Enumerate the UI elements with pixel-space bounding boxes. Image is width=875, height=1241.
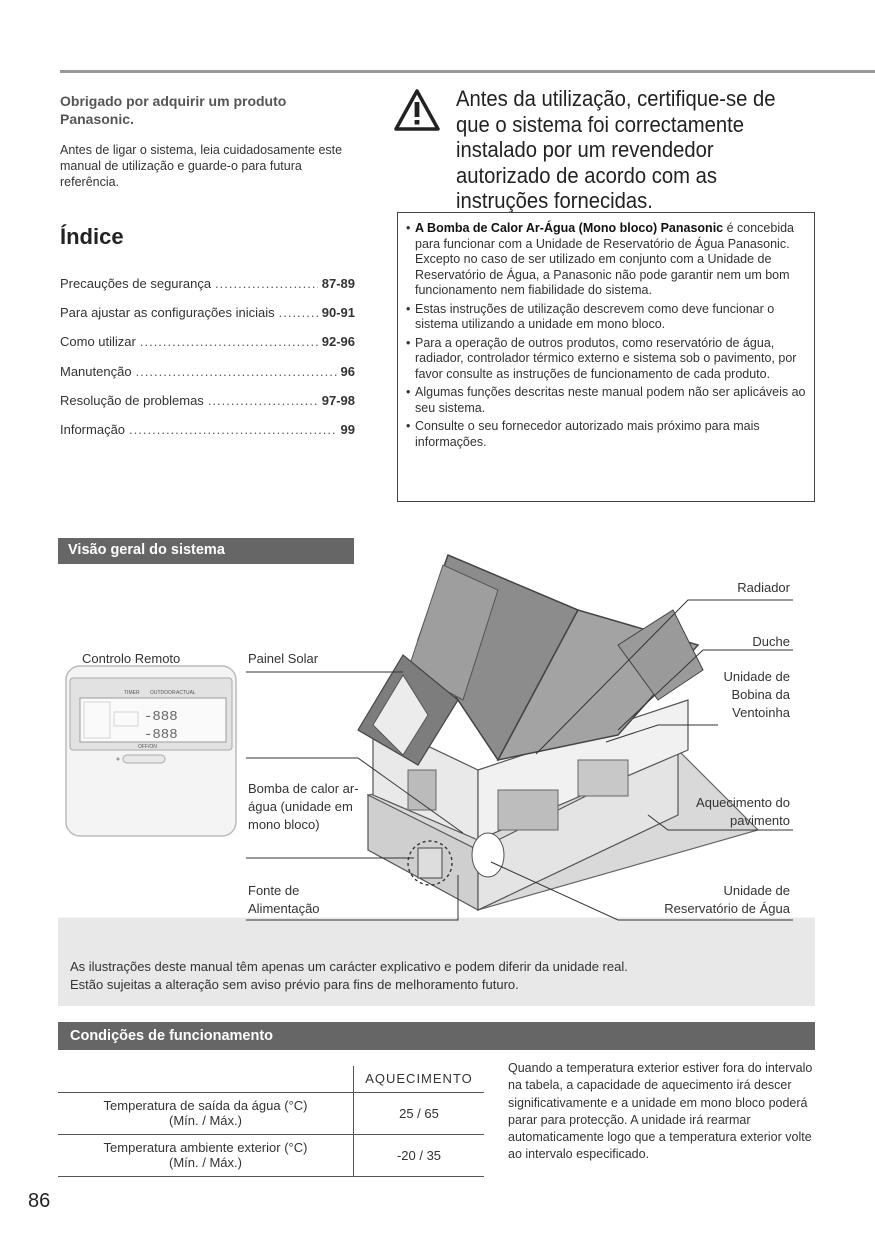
page-number: 86 <box>28 1190 51 1212</box>
toc-leader <box>208 393 318 408</box>
toc-item[interactable] <box>60 422 355 451</box>
disclaimer <box>70 958 810 994</box>
table-cell-label <box>58 1092 354 1134</box>
label-power-supply: Fonte de Alimentação <box>248 883 320 916</box>
svg-text:ACTUAL: ACTUAL <box>176 690 196 696</box>
toc-page: 99 <box>340 421 355 437</box>
table-row <box>58 1092 484 1134</box>
toc-item[interactable] <box>60 334 355 363</box>
conditions-table <box>58 1066 484 1177</box>
svg-text:OUTDOOR: OUTDOOR <box>150 690 176 696</box>
svg-text:-888: -888 <box>144 709 178 725</box>
label-heat-pump: Bomba de calor ar-água (unidade em mono bloco) <box>248 781 359 832</box>
toc-label: Precauções de segurança <box>60 276 212 291</box>
table-row <box>58 1134 484 1176</box>
thanks-heading: Obrigado por adquirir um produto Panasonic. <box>60 93 287 127</box>
intro-text: Antes de ligar o sistema, leia cuidadosamente este manual de utilização e guarde-o para futura referência. <box>60 143 343 189</box>
note-text: é concebida para funcionar com a Unidade de Reservatório de Água Panasonic. Excepto no caso de ser utilizado em conjunto com a Unidade de Reservatório de Água, a Panasonic não pode garantir nem um bom funcionamento nem fiabilidade do sistema. <box>415 221 795 297</box>
toc-label: Resolução de problemas <box>60 392 204 408</box>
table-header-empty <box>58 1066 354 1092</box>
toc-leader <box>215 276 318 291</box>
toc-page: 96 <box>340 363 355 379</box>
toc-label: Para ajustar as configurações iniciais <box>60 305 275 321</box>
notes-box <box>397 212 815 502</box>
row-label-line: Temperatura ambiente exterior (°C) <box>103 1140 308 1155</box>
toc-page: 92-96 <box>321 334 355 350</box>
conditions-note: Quando a temperatura exterior estiver fora do intervalo na tabela, a capacidade de aquecimento irá descer significativamente e a unidade em mono bloco poderá parar para protecção. A unidade irá rearmar automaticamente logo que a temperatura exterior volte ao intervalo especificado. <box>508 1061 813 1162</box>
table-header-heating: AQUECIMENTO <box>354 1066 485 1092</box>
disclaimer-line: Estão sujeitas a alteração sem aviso prévio para fins de melhoramento futuro. <box>70 977 519 992</box>
note-item: • Algumas funções descritas neste manual podem não ser aplicáveis ao seu sistema. <box>406 385 806 416</box>
section-heading-overview: Visão geral do sistema <box>58 538 354 564</box>
toc-label: Como utilizar <box>60 334 136 350</box>
label-radiator: Radiador <box>737 580 790 595</box>
toc-label: Informação <box>60 421 126 437</box>
label-water-tank: Unidade de Reservatório de Água <box>664 883 790 916</box>
table-cell-value: -20 / 35 <box>354 1134 485 1176</box>
toc-label: Manutenção <box>60 363 132 379</box>
svg-text:-888: -888 <box>144 727 178 743</box>
label-shower: Duche <box>752 634 790 649</box>
note-item: • Para a operação de outros produtos, como reservatório de água, radiador, controlador térmico externo e sistema sob o pavimento, por favor consulte as instruções de funcionamento de cada produto. <box>406 336 806 383</box>
note-item: • Estas instruções de utilização descrevem como deve funcionar o sistema utilizando a unidade em mono bloco. <box>406 302 806 333</box>
svg-text:OFF/ON: OFF/ON <box>138 744 157 750</box>
toc-leader <box>140 334 318 349</box>
top-rule <box>60 70 875 73</box>
toc-item[interactable] <box>60 364 355 393</box>
table-of-contents <box>60 276 355 451</box>
note-item: • Consulte o seu fornecedor autorizado mais próximo para mais informações. <box>406 419 806 450</box>
label-floor-heating: Aquecimento do pavimento <box>696 795 790 828</box>
toc-leader <box>279 305 318 320</box>
toc-item[interactable] <box>60 276 355 305</box>
toc-page: 90-91 <box>321 305 355 321</box>
svg-text:TIMER: TIMER <box>124 690 140 696</box>
toc-item[interactable] <box>60 393 355 422</box>
table-header-row <box>58 1066 484 1092</box>
warning-triangle-icon <box>393 88 441 132</box>
table-cell-value: 25 / 65 <box>354 1092 485 1134</box>
section-heading-conditions: Condições de funcionamento <box>58 1022 815 1050</box>
note-item <box>406 221 806 299</box>
index-title: Índice <box>60 224 124 249</box>
row-label-line: Temperatura de saída da água (°C) <box>103 1098 308 1113</box>
warning-text: Antes da utilização, certifique-se de que o sistema foi correctamente instalado por um revendedor autorizado de acordo com as instruções fornecidas. <box>456 86 776 213</box>
toc-page: 87-89 <box>321 276 355 291</box>
label-fan-coil: Unidade de Bobina da Ventoinha <box>723 669 790 720</box>
toc-leader <box>136 364 337 379</box>
disclaimer-line: As ilustrações deste manual têm apenas um carácter explicativo e podem diferir da unidade real. <box>70 959 628 974</box>
table-cell-label <box>58 1134 354 1176</box>
label-remote-control: Controlo Remoto <box>82 651 181 666</box>
toc-item[interactable] <box>60 305 355 334</box>
remote-controller-illustration <box>66 666 236 836</box>
note-bold: A Bomba de Calor Ar-Água (Mono bloco) Panasonic <box>415 221 724 235</box>
label-solar-panel: Painel Solar <box>248 651 319 666</box>
row-label-line: (Mín. / Máx.) <box>169 1113 242 1128</box>
toc-leader <box>129 422 336 437</box>
toc-page: 97-98 <box>321 392 355 408</box>
row-label-line: (Mín. / Máx.) <box>169 1155 242 1170</box>
